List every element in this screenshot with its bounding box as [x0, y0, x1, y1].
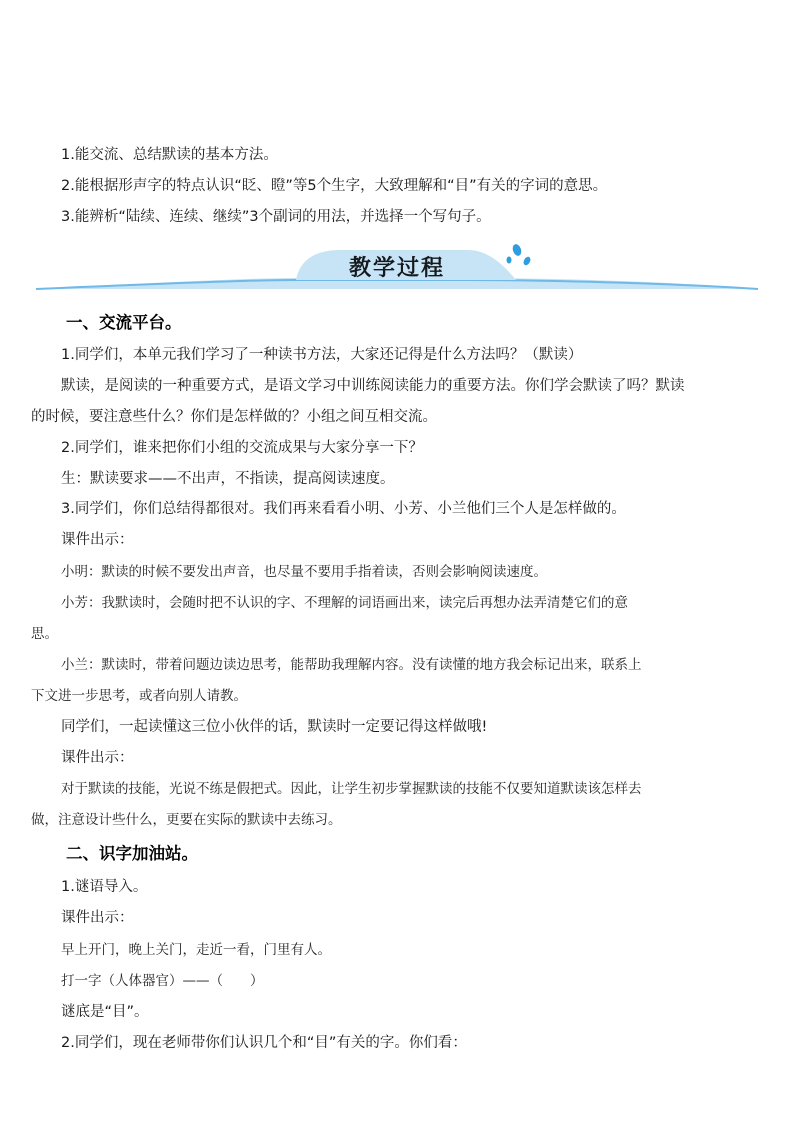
- slide-label: 课件出示：: [61, 750, 134, 766]
- item-2: 2.同学们，现在老师带你们认识几个和“目”有关的字。你们看：: [61, 1035, 467, 1051]
- teaching-tip-cont: 做，注意设计些什么，更要在实际的默读中去练习。: [31, 812, 342, 828]
- quote-xiaoming: 小明：默读的时候不要发出声音，也尽量不要用手指着读，否则会影响阅读速度。: [61, 564, 547, 580]
- question-1: 1.同学们，本单元我们学习了一种读书方法，大家还记得是什么方法吗？（默读）: [61, 347, 583, 363]
- riddle-answer: 谜底是“目”。: [61, 1004, 149, 1020]
- quote-xiaolan: 小兰：默读时，带着问题边读边思考，能帮助我理解内容。没有读懂的地方我会标记出来，联系上: [61, 657, 642, 673]
- quote-xiaofang: 小芳：我默读时，会随时把不认识的字、不理解的词语画出来，读完后再想办法弄清楚它们的意: [61, 595, 628, 611]
- objective-3: 3.能辨析“陆续、连续、继续”3个副词的用法，并选择一个写句子。: [61, 209, 491, 225]
- slide-label: 课件出示：: [61, 910, 134, 926]
- section1-heading: 一、交流平台。: [66, 313, 182, 332]
- teaching-tip: 对于默读的技能，光说不练是假把式。因此，让学生初步掌握默读的技能不仅要知道默读该怎样去: [61, 781, 642, 797]
- student-answer: 生：默读要求——不出声，不指读，提高阅读速度。: [61, 471, 395, 487]
- quote-xiaolan-cont: 下文进一步思考，或者向别人请教。: [31, 688, 247, 704]
- paragraph-line: 默读，是阅读的一种重要方式，是语文学习中训练阅读能力的重要方法。你们学会默读了吗？默读: [61, 378, 685, 394]
- riddle: 早上开门，晚上关门，走近一看，门里有人。: [61, 942, 331, 958]
- item-1: 1.谜语导入。: [61, 879, 148, 895]
- section2-heading: 二、识字加油站。: [66, 844, 198, 863]
- objective-2: 2.能根据形声字的特点认识“眨、瞪”等5个生字，大致理解和“目”有关的字词的意思。: [61, 178, 608, 194]
- question-3: 3.同学们，你们总结得都很对。我们再来看看小明、小芳、小兰他们三个人是怎样做的。: [61, 501, 626, 517]
- paragraph-line: 的时候，要注意些什么？你们是怎样做的？小组之间互相交流。: [31, 409, 437, 425]
- closing-line: 同学们，一起读懂这三位小伙伴的话，默读时一定要记得这样做哦!: [61, 719, 488, 735]
- objective-1: 1.能交流、总结默读的基本方法。: [61, 147, 278, 163]
- quote-xiaofang-cont: 思。: [31, 626, 58, 642]
- banner-title: 教学过程: [348, 256, 445, 281]
- riddle-hint: 打一字（人体器官）——（ ）: [61, 973, 264, 989]
- slide-label: 课件出示：: [61, 532, 134, 548]
- question-2: 2.同学们，谁来把你们小组的交流成果与大家分享一下？: [61, 440, 423, 456]
